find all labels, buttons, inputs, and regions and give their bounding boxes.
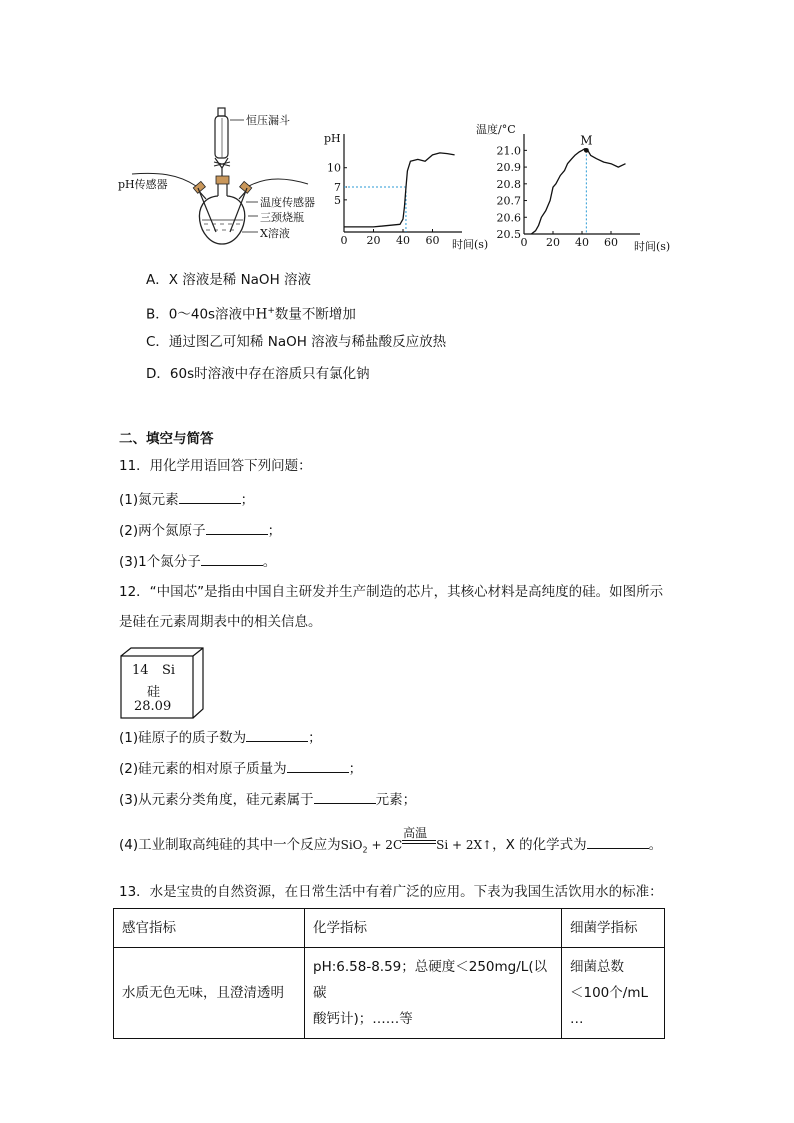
- label-funnel: 恒压漏斗: [246, 114, 290, 127]
- table-cell-bact-line2: ＜100个/mL …: [570, 985, 648, 1027]
- x-tick-label: 40: [575, 236, 589, 249]
- option-b: [146, 301, 356, 325]
- q11-part2: [119, 520, 281, 541]
- option-b-pre: B．0～40s溶液中: [146, 306, 256, 323]
- element-name: 硅: [147, 685, 161, 700]
- y-tick-label: 20.7: [496, 194, 521, 208]
- element-mass: 28.09: [134, 699, 172, 714]
- q11-part2-text: (2)两个氮原子: [119, 523, 206, 539]
- temp-xlabel: 时间(s): [634, 240, 671, 253]
- eq-left-sub: 2: [362, 845, 368, 855]
- apparatus-figure: [118, 104, 334, 254]
- table-cell-bact: [562, 948, 665, 1039]
- table-header-cell: 细菌学指标: [562, 909, 665, 948]
- x-tick-label: 60: [604, 236, 618, 249]
- x-tick-label: 60: [425, 234, 440, 247]
- ph-xlabel: 时间(s): [452, 238, 489, 251]
- answer-blank[interactable]: [314, 789, 376, 804]
- q12-part1-end: ；: [308, 730, 322, 746]
- q11-part3: [119, 551, 276, 572]
- q12-part4-end: 。: [648, 837, 663, 853]
- x-tick-label: 40: [396, 234, 410, 247]
- label-temp-sensor: 温度传感器: [260, 196, 315, 209]
- series-line: [344, 153, 455, 227]
- x-tick-label: 0: [520, 236, 528, 249]
- q11-part1: [119, 489, 254, 510]
- y-tick-label: 10: [327, 161, 341, 175]
- element-number: 14: [132, 663, 149, 678]
- table-cell-chem-line2: 酸钙计)；……等: [313, 1011, 413, 1027]
- q11-stem: 11．用化学用语回答下列问题：: [119, 458, 312, 474]
- q11-part2-end: ；: [267, 523, 282, 539]
- q13-stem: 13．水是宝贵的自然资源，在日常生活中有着广泛的应用。下表为我国生活饮用水的标准：: [119, 884, 663, 900]
- ph-chart: [322, 128, 489, 252]
- x-tick-label: 20: [366, 234, 381, 247]
- q11-part3-text: (3)1个氮分子: [119, 554, 201, 570]
- answer-blank[interactable]: [246, 727, 308, 742]
- temp-chart-svg: [470, 120, 680, 254]
- table-header-row: [114, 909, 665, 948]
- q12-part3-text: (3)从元素分类角度，硅元素属于: [119, 792, 314, 808]
- ph-ylabel: pH: [324, 132, 341, 145]
- temp-ylabel: 温度/°C: [476, 123, 516, 136]
- q12-part2: [119, 758, 362, 779]
- q12-stem-line1: 12．“中国芯”是指由中国自主研发并生产制造的芯片，其核心材料是高纯度的硅。如图所示: [119, 584, 664, 600]
- y-tick-label: 7: [334, 181, 341, 194]
- answer-blank[interactable]: [206, 520, 268, 535]
- table-header-cell: 感官指标: [114, 909, 305, 948]
- option-b-ion: H: [255, 306, 268, 323]
- element-cell: [120, 647, 204, 719]
- q12-part2-end: ；: [348, 761, 363, 777]
- answer-blank[interactable]: [587, 834, 649, 849]
- point-m: [584, 148, 589, 153]
- option-d: D．60s时溶液中存在溶质只有氯化钠: [146, 366, 370, 382]
- q12-stem-line2: 是硅在元素周期表中的相关信息。: [119, 614, 322, 630]
- q12-part1-text: (1)硅原子的质子数为: [119, 730, 247, 746]
- y-tick-label: 20.6: [496, 211, 521, 225]
- q11-part1-text: (1)氮元素: [119, 492, 179, 508]
- series-line: [531, 149, 625, 234]
- eq-left: SiO: [340, 838, 363, 852]
- table-cell-sense: 水质无色无味，且澄清透明: [114, 948, 305, 1039]
- q11-part1-end: ；: [240, 492, 255, 508]
- section-2-title: 二、填空与简答: [119, 431, 214, 447]
- table-cell-bact-line1: 细菌总数: [570, 959, 624, 975]
- water-standard-table: [113, 908, 665, 1039]
- ph-chart-svg: [322, 128, 482, 252]
- y-tick-label: 20.8: [496, 177, 521, 191]
- q12-part4-text: (4)工业制取高纯硅的其中一个反应为: [119, 837, 341, 853]
- table-cell-chem: [305, 948, 562, 1039]
- temp-chart: [470, 120, 680, 254]
- q12-part3-end: 元素；: [375, 792, 417, 808]
- eq-condition-text: 高温: [403, 826, 428, 840]
- x-tick-label: 0: [340, 234, 348, 247]
- table-row: [114, 948, 665, 1039]
- label-solution: X溶液: [260, 227, 290, 240]
- eq-right: Si + 2X↑: [436, 838, 493, 852]
- answer-blank[interactable]: [287, 758, 349, 773]
- q11-part3-end: 。: [262, 554, 277, 570]
- label-ph-sensor: pH传感器: [118, 178, 168, 191]
- table-header-cell: 化学指标: [305, 909, 562, 948]
- eq-plus: + 2C: [367, 838, 403, 852]
- q12-part4-mid: ，X 的化学式为: [492, 837, 587, 853]
- q12-part3: [119, 789, 416, 810]
- element-symbol: Si: [162, 663, 176, 678]
- table-cell-chem-line1: pH:6.58-8.59；总硬度＜250mg/L(以碳: [313, 959, 548, 1001]
- q12-part4: [119, 826, 663, 861]
- option-a: A．X 溶液是稀 NaOH 溶液: [146, 272, 312, 288]
- q12-part2-text: (2)硅元素的相对原子质量为: [119, 761, 287, 777]
- label-flask: 三颈烧瓶: [260, 211, 304, 224]
- option-c: C．通过图乙可知稀 NaOH 溶液与稀盐酸反应放热: [146, 334, 447, 350]
- answer-blank[interactable]: [179, 489, 241, 504]
- answer-blank[interactable]: [201, 551, 263, 566]
- eq-condition: [402, 826, 436, 855]
- y-tick-label: 21.0: [496, 144, 521, 158]
- y-tick-label: 20.5: [496, 228, 521, 241]
- y-tick-label: 5: [334, 193, 341, 207]
- eq-bar-bottom: [402, 843, 436, 844]
- q12-part1: [119, 727, 322, 748]
- option-b-sup: +: [267, 306, 275, 316]
- y-tick-label: 20.9: [496, 161, 521, 175]
- x-tick-label: 20: [546, 236, 560, 249]
- point-m-label: M: [580, 133, 593, 148]
- option-b-post: 数量不断增加: [274, 306, 356, 323]
- eq-bar-top: [402, 840, 436, 841]
